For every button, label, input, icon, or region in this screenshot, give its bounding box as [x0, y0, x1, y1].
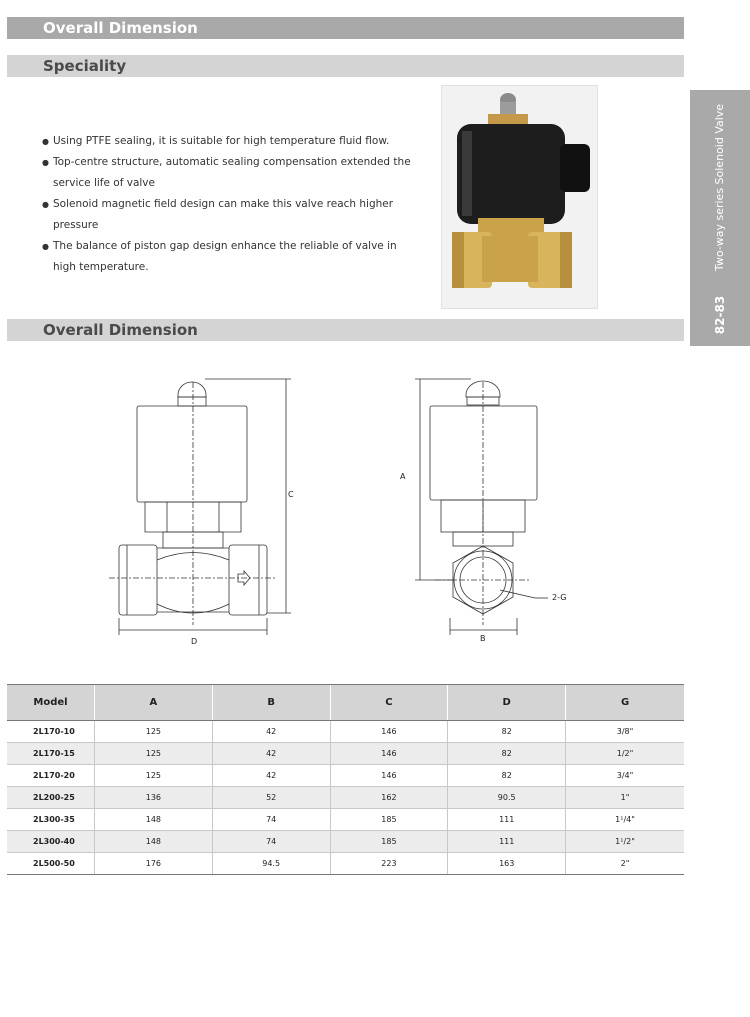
table-row	[7, 809, 684, 831]
cell-b: 52	[212, 787, 330, 809]
cell-c: 146	[330, 743, 448, 765]
table-row	[7, 853, 684, 875]
header-b: B	[212, 685, 330, 721]
header-d: D	[448, 685, 566, 721]
header-a: A	[95, 685, 213, 721]
cell-b: 74	[212, 809, 330, 831]
page-range: 82-83	[712, 295, 727, 335]
table-row	[7, 787, 684, 809]
cell-d: 82	[448, 721, 566, 743]
cell-g: 1"	[566, 787, 684, 809]
cell-d: 82	[448, 765, 566, 787]
series-name: Two-way series Solenoid Valve	[713, 103, 727, 272]
cell-a: 125	[95, 743, 213, 765]
cell-b: 42	[212, 765, 330, 787]
speciality-item: ● Top-centre structure, automatic sealing compensation extended the service life of valve	[42, 152, 422, 194]
cell-g: 2"	[566, 853, 684, 875]
dimension-title: Overall Dimension	[43, 321, 198, 339]
cell-b: 42	[212, 721, 330, 743]
cell-d: 111	[448, 831, 566, 853]
cell-c: 185	[330, 809, 448, 831]
table-row	[7, 721, 684, 743]
side-view	[415, 379, 548, 635]
header-model: Model	[7, 685, 95, 721]
cell-model: 2L200-25	[7, 787, 95, 809]
cell-g: 1¹/2"	[566, 831, 684, 853]
cell-b: 94.5	[212, 853, 330, 875]
cell-a: 148	[95, 809, 213, 831]
header-c: C	[330, 685, 448, 721]
cell-a: 148	[95, 831, 213, 853]
speciality-item: ● Using PTFE sealing, it is suitable for high temperature fluid flow.	[42, 131, 422, 152]
speciality-bar	[7, 55, 684, 77]
table-header-row	[7, 685, 684, 721]
table-row	[7, 743, 684, 765]
cell-g: 1/2"	[566, 743, 684, 765]
cell-a: 125	[95, 721, 213, 743]
cell-d: 111	[448, 809, 566, 831]
speciality-list	[42, 131, 422, 278]
dim-label-d: D	[191, 637, 198, 646]
cell-d: 163	[448, 853, 566, 875]
cell-b: 74	[212, 831, 330, 853]
cell-g: 3/4"	[566, 765, 684, 787]
header-bar	[7, 17, 684, 39]
cell-a: 125	[95, 765, 213, 787]
product-photo	[441, 85, 598, 309]
dimension-drawing	[95, 360, 585, 655]
dim-label-c: C	[288, 490, 294, 499]
cell-d: 90.5	[448, 787, 566, 809]
header-title: Overall Dimension	[43, 19, 198, 37]
cell-c: 223	[330, 853, 448, 875]
speciality-title: Speciality	[43, 57, 127, 75]
cell-c: 185	[330, 831, 448, 853]
cell-g: 1¹/4"	[566, 809, 684, 831]
dim-label-g: 2-G	[552, 593, 567, 602]
cell-b: 42	[212, 743, 330, 765]
header-g: G	[566, 685, 684, 721]
dim-label-b: B	[480, 634, 486, 643]
cell-model: 2L170-15	[7, 743, 95, 765]
cell-model: 2L500-50	[7, 853, 95, 875]
solenoid-valve-illustration	[442, 86, 597, 308]
speciality-item: ● The balance of piston gap design enhance the reliable of valve in high temperature.	[42, 236, 422, 278]
cell-a: 136	[95, 787, 213, 809]
cell-model: 2L300-40	[7, 831, 95, 853]
cell-model: 2L170-10	[7, 721, 95, 743]
cell-a: 176	[95, 853, 213, 875]
cell-model: 2L300-35	[7, 809, 95, 831]
cell-c: 146	[330, 765, 448, 787]
dimension-bar	[7, 319, 684, 341]
table-row	[7, 765, 684, 787]
cell-d: 82	[448, 743, 566, 765]
cell-c: 146	[330, 721, 448, 743]
dimension-table	[7, 684, 684, 875]
front-view	[109, 379, 291, 635]
cell-c: 162	[330, 787, 448, 809]
series-side-tab	[690, 90, 750, 346]
cell-model: 2L170-20	[7, 765, 95, 787]
speciality-item: ● Solenoid magnetic field design can make this valve reach higher pressure	[42, 194, 422, 236]
cell-g: 3/8"	[566, 721, 684, 743]
table-row	[7, 831, 684, 853]
dim-label-a: A	[400, 472, 406, 481]
